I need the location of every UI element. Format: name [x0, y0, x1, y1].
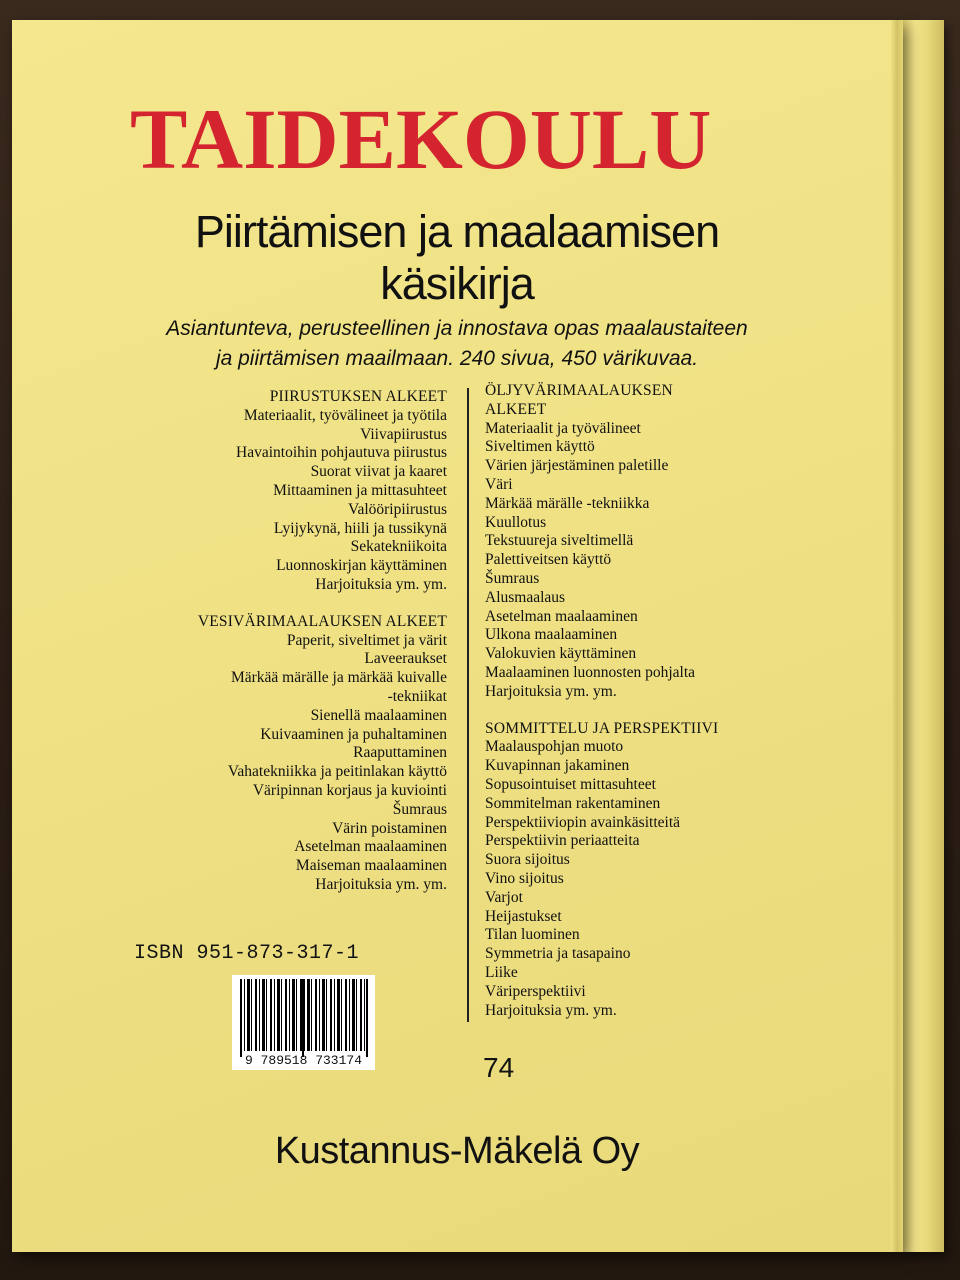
publisher-name: Kustannus-Mäkelä Oy [274, 1130, 640, 1172]
contents-item: Mittaaminen ja mittasuhteet [273, 481, 447, 499]
contents-item: Värin poistaminen [332, 819, 447, 837]
contents-item: Materiaalit ja työvälineet [485, 419, 641, 437]
contents-item: Kuivaaminen ja puhaltaminen [260, 725, 447, 743]
contents-item: Asetelman maalaaminen [485, 607, 638, 625]
contents-item: Šumraus [485, 569, 540, 587]
book-back-cover [12, 20, 902, 1252]
contents-item: Tilan luominen [485, 926, 580, 944]
contents-item: Laveeraukset [364, 650, 447, 668]
contents-item: Värien järjestäminen paletille [485, 457, 669, 475]
tagline-line-1: Asiantunteva, perusteellinen ja innostava opas maalaustaiteen [166, 317, 748, 340]
contents-item: Lyijykynä, hiili ja tussikynä [273, 519, 447, 537]
contents-item: Varjot [485, 888, 523, 906]
contents-item: Sekatekniikoita [350, 538, 447, 556]
isbn-label: ISBN 951-873-317-1 [134, 942, 360, 965]
section-heading-oil-line-1: ÖLJYVÄRIMAALAUKSEN [485, 382, 673, 399]
contents-item: Raaputtaminen [353, 744, 447, 762]
section-items-oil [485, 420, 885, 702]
book-spine [902, 20, 944, 1252]
contents-item: Tekstuureja siveltimellä [485, 532, 634, 550]
column-divider [467, 388, 469, 1022]
barcode [232, 975, 375, 1070]
cover-hinge [891, 20, 903, 1252]
contents-item: Märkää märälle ja märkää kuivalle [230, 669, 447, 687]
contents-item: Perspektiiviopin avainkäsitteitä [485, 813, 680, 831]
subtitle-line-1: Piirtämisen ja maalaamisen [194, 206, 720, 257]
contents-item: Suorat viivat ja kaaret [310, 463, 447, 481]
contents-item: Liike [485, 963, 518, 981]
contents-item: Harjoituksia ym. ym. [485, 1001, 617, 1019]
contents-item: -tekniikat [387, 687, 447, 705]
book-tagline [12, 314, 902, 374]
section-items-watercolor [102, 632, 447, 895]
contents-item: Sommitelman rakentaminen [485, 794, 661, 812]
section-heading-drawing: PIIRUSTUKSEN ALKEET [269, 388, 447, 405]
contents-right-column [485, 382, 885, 1020]
contents-item: Šumraus [392, 800, 447, 818]
section-items-drawing [102, 407, 447, 595]
price-code: 74 [483, 1052, 515, 1083]
contents-item: Asetelman maalaaminen [294, 838, 447, 856]
contents-item: Ulkona maalaaminen [485, 626, 618, 644]
contents-item: Väri [485, 475, 513, 493]
contents-item: Havaintoihin pohjautuva piirustus [236, 444, 447, 462]
contents-item: Maiseman maalaaminen [295, 857, 447, 875]
contents-item: Vahatekniikka ja peitinlakan käyttö [227, 763, 447, 781]
contents-item: Valööripiirustus [347, 500, 447, 518]
barcode-bars [240, 979, 368, 1051]
contents-item: Maalauspohjan muoto [485, 738, 624, 756]
contents-item: Heijastukset [485, 907, 562, 925]
book-subtitle [12, 206, 902, 310]
tagline-line-2: ja piirtämisen maailmaan. 240 sivua, 450 värikuvaa. [215, 347, 699, 370]
contents-item: Valokuvien käyttäminen [485, 645, 637, 663]
barcode-guard-center [302, 979, 304, 1057]
section-items-composition [485, 738, 885, 1020]
contents-left-column [102, 388, 447, 895]
barcode-digits: 9 789518 733174 [244, 1053, 363, 1068]
contents-item: Väriperspektiivi [485, 982, 586, 1000]
contents-item: Alusmaalaus [485, 588, 566, 606]
contents-item: Materiaalit, työvälineet ja työtila [243, 406, 447, 424]
contents-item: Kuullotus [485, 513, 547, 531]
contents-item: Perspektiivin periaatteita [485, 832, 640, 850]
book-title: TAIDEKOULU [130, 91, 712, 187]
contents-item: Symmetria ja tasapaino [485, 945, 631, 963]
contents-item: Palettiveitsen käyttö [485, 551, 612, 569]
section-heading-composition: SOMMITTELU JA PERSPEKTIIVI [485, 719, 719, 737]
section-heading-oil-line-2: ALKEET [485, 400, 547, 418]
barcode-guard-right [366, 979, 368, 1057]
barcode-guard-left [240, 979, 242, 1057]
contents-item: Suora sijoitus [485, 851, 570, 869]
contents-item: Kuvapinnan jakaminen [485, 757, 630, 775]
contents-item: Sopusointuiset mittasuhteet [485, 775, 656, 793]
contents-item: Siveltimen käyttö [485, 438, 595, 456]
contents-item: Väripinnan korjaus ja kuviointi [252, 781, 447, 799]
contents-item: Vino sijoitus [485, 869, 564, 887]
contents-item: Paperit, siveltimet ja värit [286, 631, 447, 649]
contents-item: Märkää märälle -tekniikka [485, 494, 650, 512]
subtitle-line-2: käsikirja [380, 258, 534, 309]
contents-item: Harjoituksia ym. ym. [485, 682, 617, 700]
section-heading-watercolor: VESIVÄRIMAALAUKSEN ALKEET [197, 612, 447, 630]
contents-item: Maalaaminen luonnosten pohjalta [485, 663, 696, 681]
contents-item: Harjoituksia ym. ym. [315, 575, 447, 593]
contents-item: Sienellä maalaaminen [310, 706, 447, 724]
contents-item: Luonnoskirjan käyttäminen [276, 557, 447, 575]
contents-item: Viivapiirustus [360, 425, 447, 443]
contents-item: Harjoituksia ym. ym. [315, 875, 447, 893]
